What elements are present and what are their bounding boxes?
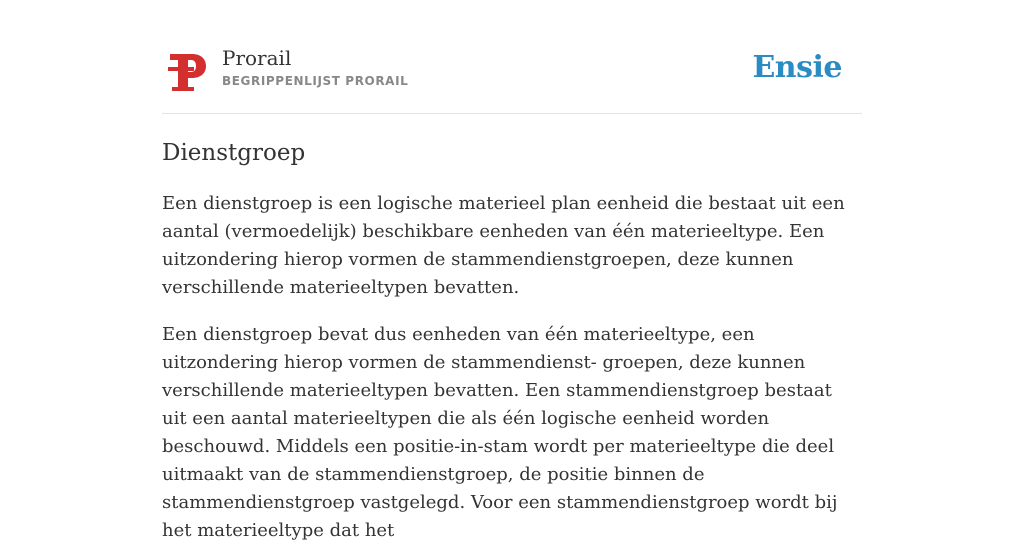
org-subtitle[interactable]: BEGRIPPENLIJST PRORAIL	[222, 74, 409, 88]
org-name[interactable]: Prorail	[222, 46, 292, 70]
ensie-brand-link[interactable]: Ensie	[752, 50, 842, 85]
paragraph-2: Een dienstgroep bevat dus eenheden van één materieeltype, een uitzondering hierop vormen de stammendienst- groepen, deze kunnen verschillende materieeltypen bevatten. Een stammendienstgroep bestaat uit een aantal materieeltypen die als één logische eenheid worden beschouwd. Middels een positie-in-stam wordt per materieeltype die deel uitmaakt van de stammendienstgroep, de positie binnen de stammendienstgroep vastgelegd. Voor een stammendienstgroep wordt bij het materieeltype dat het	[162, 324, 838, 541]
page-title: Dienstgroep	[162, 140, 306, 166]
prorail-logo-icon[interactable]	[168, 50, 208, 92]
content-container	[162, 0, 862, 545]
header	[162, 0, 862, 114]
paragraph-1: Een dienstgroep is een logische materieel plan eenheid die bestaat uit een aantal (vermoedelijk) beschikbare eenheden van één materieeltype. Een uitzondering hierop vormen de stammendienstgroepen, deze kunnen verschillende materieeltypen bevatten.	[162, 193, 845, 298]
